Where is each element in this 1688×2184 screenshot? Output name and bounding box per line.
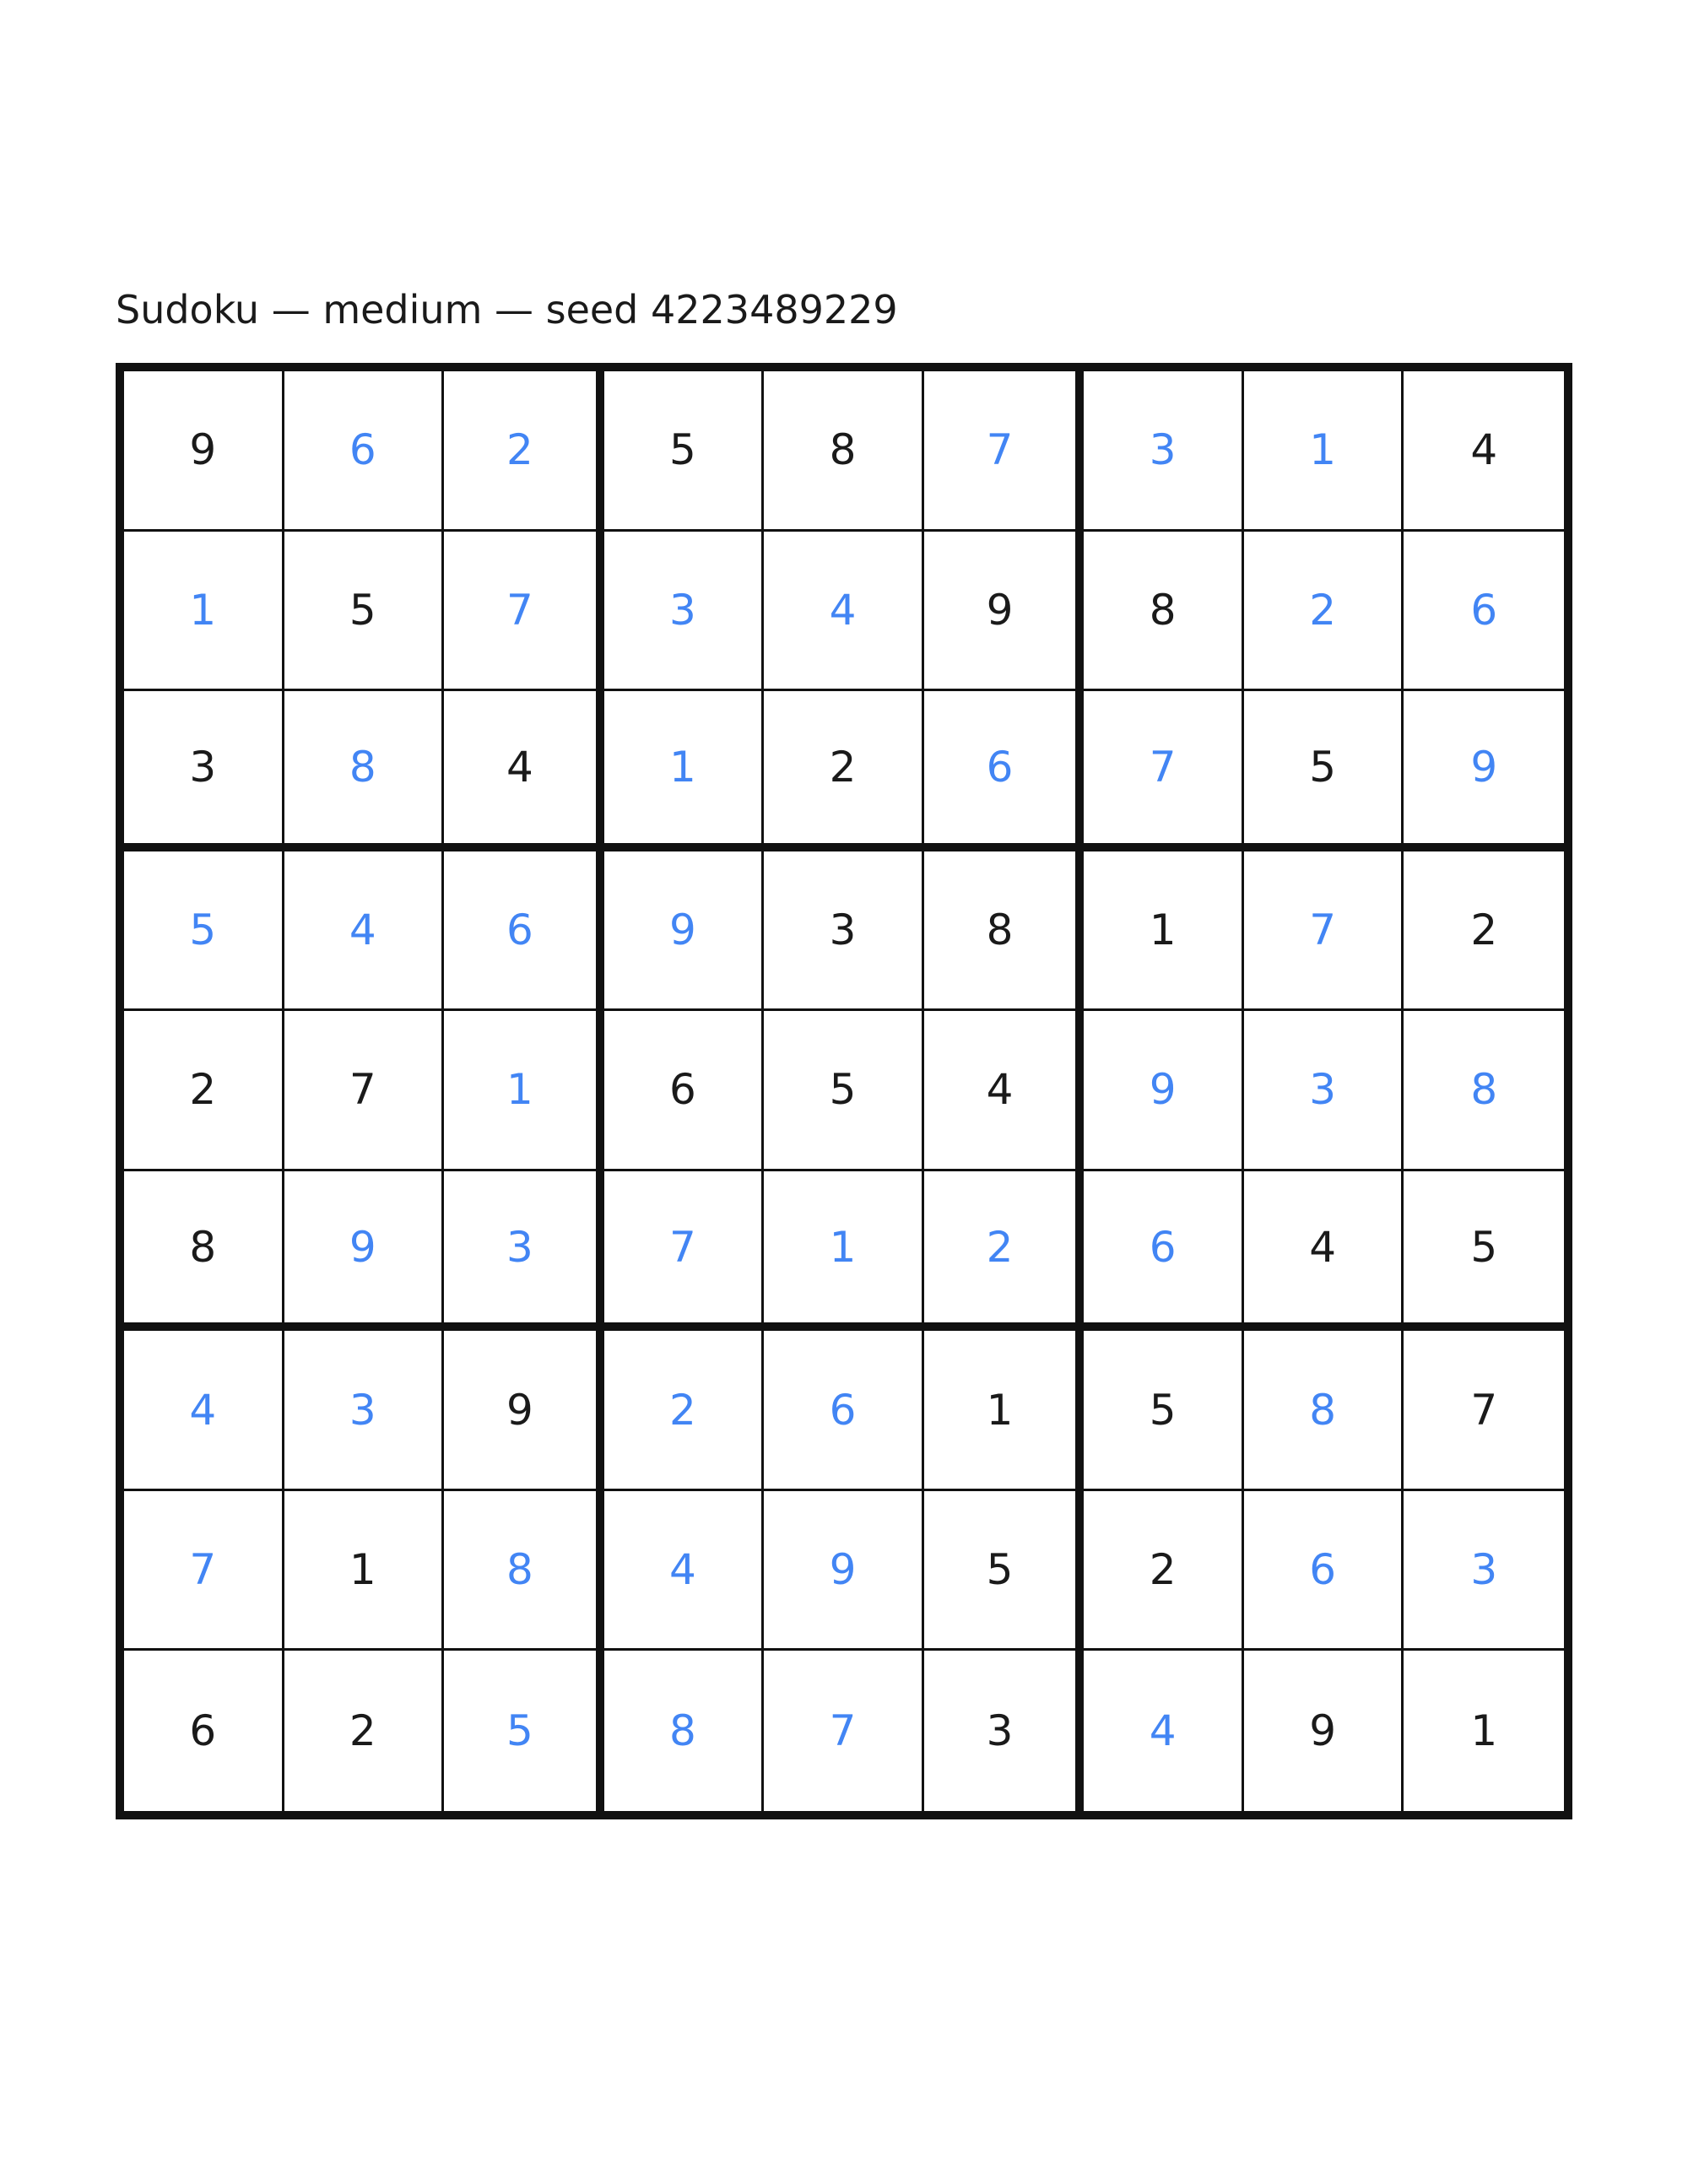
sudoku-grid	[116, 363, 1572, 1819]
sudoku-cell-r7c4[interactable]: 2	[604, 1331, 765, 1491]
sudoku-cell-r2c9[interactable]: 6	[1404, 532, 1564, 692]
sudoku-cell-r4c8[interactable]: 7	[1244, 851, 1404, 1012]
sudoku-cell-r2c1[interactable]: 1	[124, 532, 284, 692]
sudoku-cell-r5c8[interactable]: 3	[1244, 1011, 1404, 1171]
sudoku-cell-r2c7[interactable]: 8	[1084, 532, 1244, 692]
sudoku-cell-r9c6[interactable]: 3	[924, 1651, 1085, 1811]
sudoku-cell-r1c4[interactable]: 5	[604, 371, 765, 532]
sudoku-cell-r1c2[interactable]: 6	[284, 371, 445, 532]
sudoku-cell-r3c8[interactable]: 5	[1244, 691, 1404, 851]
sudoku-cell-r2c2[interactable]: 5	[284, 532, 445, 692]
sudoku-cell-r4c9[interactable]: 2	[1404, 851, 1564, 1012]
sudoku-cell-r9c8[interactable]: 9	[1244, 1651, 1404, 1811]
sudoku-cell-r8c3[interactable]: 8	[444, 1491, 604, 1652]
sudoku-cell-r4c5[interactable]: 3	[764, 851, 924, 1012]
sudoku-cell-r3c5[interactable]: 2	[764, 691, 924, 851]
sudoku-cell-r1c1[interactable]: 9	[124, 371, 284, 532]
sudoku-cell-r3c4[interactable]: 1	[604, 691, 765, 851]
sudoku-cell-r1c7[interactable]: 3	[1084, 371, 1244, 532]
sudoku-cell-r6c9[interactable]: 5	[1404, 1171, 1564, 1332]
sudoku-cell-r6c3[interactable]: 3	[444, 1171, 604, 1332]
sudoku-cell-r6c8[interactable]: 4	[1244, 1171, 1404, 1332]
puzzle-title: Sudoku — medium — seed 4223489229	[116, 287, 898, 332]
sudoku-cell-r5c7[interactable]: 9	[1084, 1011, 1244, 1171]
sudoku-cell-r4c7[interactable]: 1	[1084, 851, 1244, 1012]
sudoku-cell-r5c5[interactable]: 5	[764, 1011, 924, 1171]
sudoku-cell-r2c6[interactable]: 9	[924, 532, 1085, 692]
sudoku-cell-r9c3[interactable]: 5	[444, 1651, 604, 1811]
sudoku-cell-r2c4[interactable]: 3	[604, 532, 765, 692]
sudoku-cell-r7c7[interactable]: 5	[1084, 1331, 1244, 1491]
sudoku-cell-r1c6[interactable]: 7	[924, 371, 1085, 532]
sudoku-cell-r5c9[interactable]: 8	[1404, 1011, 1564, 1171]
sudoku-cell-r2c5[interactable]: 4	[764, 532, 924, 692]
sudoku-cell-r7c1[interactable]: 4	[124, 1331, 284, 1491]
sudoku-cell-r1c8[interactable]: 1	[1244, 371, 1404, 532]
sudoku-cell-r6c7[interactable]: 6	[1084, 1171, 1244, 1332]
sudoku-cell-r8c1[interactable]: 7	[124, 1491, 284, 1652]
sudoku-cell-r9c7[interactable]: 4	[1084, 1651, 1244, 1811]
sudoku-cell-r9c4[interactable]: 8	[604, 1651, 765, 1811]
sudoku-cell-r2c3[interactable]: 7	[444, 532, 604, 692]
sudoku-cell-r9c9[interactable]: 1	[1470, 1706, 1498, 1756]
sudoku-cell-r7c3[interactable]: 9	[444, 1331, 604, 1491]
sudoku-cell-r4c4[interactable]: 9	[604, 851, 765, 1012]
sudoku-cell-r6c5[interactable]: 1	[764, 1171, 924, 1332]
sudoku-cell-r8c5[interactable]: 9	[764, 1491, 924, 1652]
sudoku-cell-r9c2[interactable]: 2	[284, 1651, 445, 1811]
sudoku-cell-r5c3[interactable]: 1	[444, 1011, 604, 1171]
sudoku-cell-r7c9[interactable]: 7	[1404, 1331, 1564, 1491]
sudoku-cell-r7c2[interactable]: 3	[284, 1331, 445, 1491]
sudoku-cell-r4c6[interactable]: 8	[924, 851, 1085, 1012]
sudoku-cell-r6c6[interactable]: 2	[924, 1171, 1085, 1332]
sudoku-cell-r7c5[interactable]: 6	[764, 1331, 924, 1491]
sudoku-cell-r2c8[interactable]: 2	[1244, 532, 1404, 692]
sudoku-cell-r5c1[interactable]: 2	[124, 1011, 284, 1171]
sudoku-cell-r8c6[interactable]: 5	[924, 1491, 1085, 1652]
sudoku-cell-r1c9[interactable]: 4	[1404, 371, 1564, 532]
sudoku-cell-r5c2[interactable]: 7	[284, 1011, 445, 1171]
sudoku-cell-r6c2[interactable]: 9	[284, 1171, 445, 1332]
sudoku-cell-r7c6[interactable]: 1	[924, 1331, 1085, 1491]
sudoku-cell-r4c2[interactable]: 4	[284, 851, 445, 1012]
sudoku-cell-r3c6[interactable]: 6	[924, 691, 1085, 851]
sudoku-cell-r3c1[interactable]: 3	[124, 691, 284, 851]
sudoku-cell-r7c8[interactable]: 8	[1244, 1331, 1404, 1491]
sudoku-cell-r8c2[interactable]: 1	[284, 1491, 445, 1652]
sudoku-cell-r1c5[interactable]: 8	[764, 371, 924, 532]
sudoku-cell-r3c3[interactable]: 4	[444, 691, 604, 851]
sudoku-cell-r5c6[interactable]: 4	[924, 1011, 1085, 1171]
sudoku-cell-r6c1[interactable]: 8	[124, 1171, 284, 1332]
sudoku-cell-r6c4[interactable]: 7	[604, 1171, 765, 1332]
sudoku-cell-r8c7[interactable]: 2	[1084, 1491, 1244, 1652]
sudoku-cell-r5c4[interactable]: 6	[604, 1011, 765, 1171]
sudoku-cell-r8c9[interactable]: 3	[1404, 1491, 1564, 1652]
sudoku-cell-r4c1[interactable]: 5	[124, 851, 284, 1012]
sudoku-cell-r1c3[interactable]: 2	[444, 371, 604, 532]
sudoku-cell-r4c3[interactable]: 6	[444, 851, 604, 1012]
sudoku-cell-r3c2[interactable]: 8	[284, 691, 445, 851]
sudoku-cell-r3c7[interactable]: 7	[1084, 691, 1244, 851]
sudoku-cell-r8c8[interactable]: 6	[1244, 1491, 1404, 1652]
sudoku-cell-r9c5[interactable]: 7	[764, 1651, 924, 1811]
sudoku-cell-r3c9[interactable]: 9	[1404, 691, 1564, 851]
sudoku-cell-r9c1[interactable]: 6	[124, 1651, 284, 1811]
sudoku-cell-r8c4[interactable]: 4	[604, 1491, 765, 1652]
